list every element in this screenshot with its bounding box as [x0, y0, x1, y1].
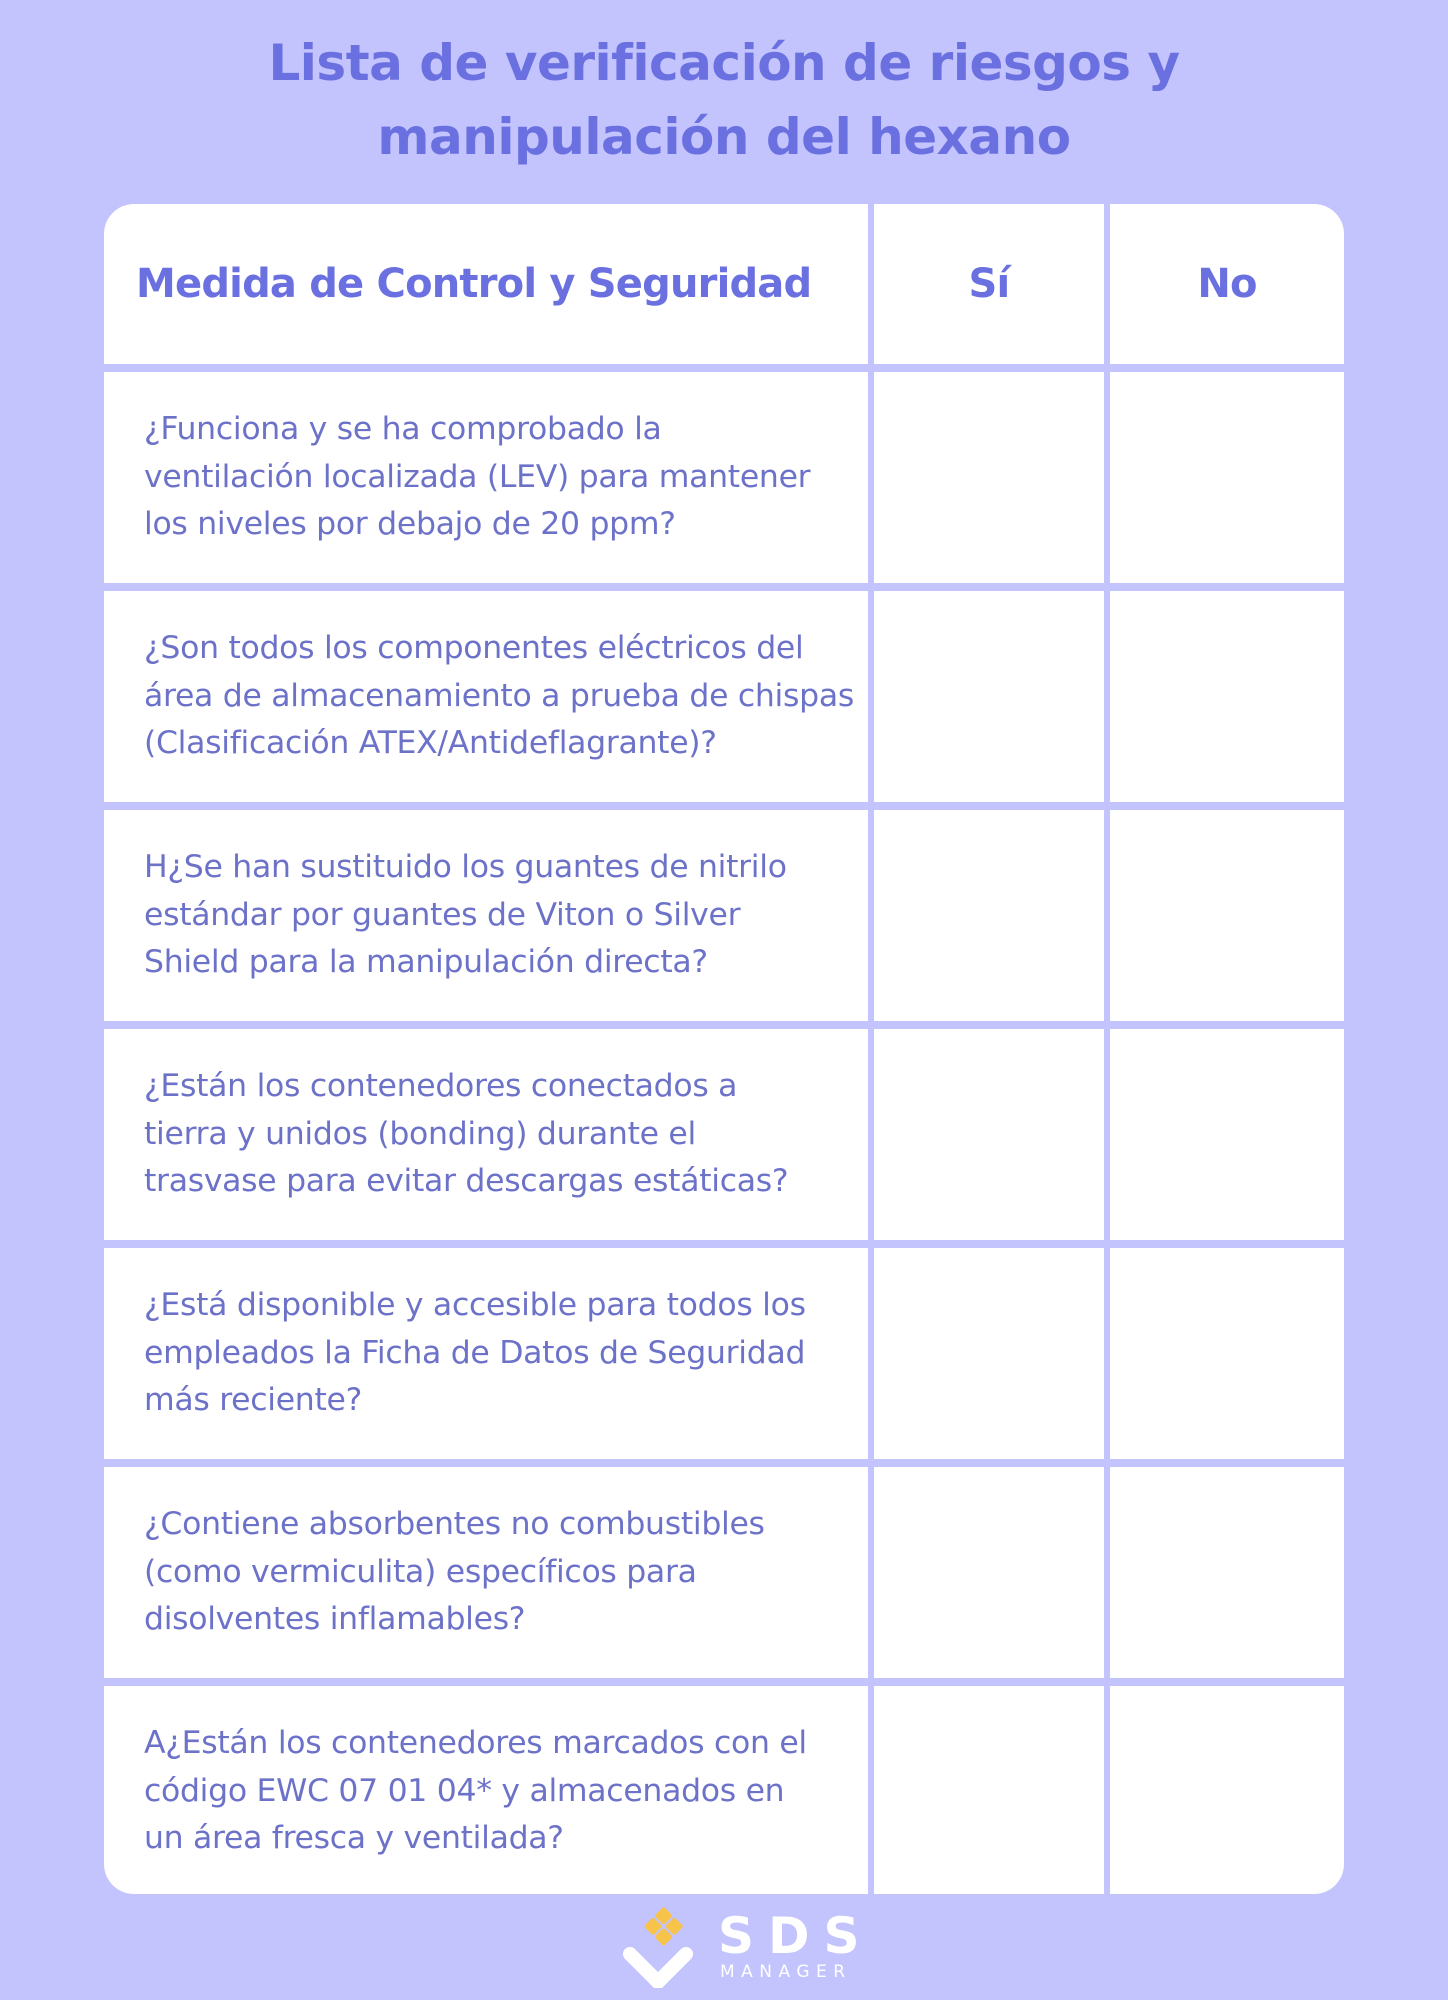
yes-answer-cell[interactable]: [874, 591, 1104, 802]
question-line: ¿Funciona y se ha comprobado la: [144, 411, 662, 448]
question-line: ¿Está disponible y accesible para todos los: [144, 1287, 806, 1324]
question-line: ventilación localizada (LEV) para mantener: [144, 458, 811, 495]
yes-answer-cell[interactable]: [874, 1029, 1104, 1240]
question-line: (Clasificación ATEX/Antideflagrante)?: [144, 725, 717, 762]
question-line: área de almacenamiento a prueba de chispas: [144, 677, 854, 714]
question-line: más reciente?: [144, 1382, 363, 1419]
question-line: código EWC 07 01 04* y almacenados en: [144, 1772, 785, 1809]
question-line: los niveles por debajo de 20 ppm?: [144, 506, 676, 543]
question-line: (como vermiculita) específicos para: [144, 1553, 697, 1590]
question-line: un área fresca y ventilada?: [144, 1820, 564, 1857]
yes-answer-cell[interactable]: [874, 1467, 1104, 1678]
question-line: trasvase para evitar descargas estáticas?: [144, 1163, 789, 1200]
page-title: [0, 26, 1448, 174]
header-yes: Sí: [874, 204, 1104, 364]
yes-answer-cell[interactable]: [874, 372, 1104, 583]
question-line: H¿Se han sustituido los guantes de nitrilo: [144, 849, 787, 886]
yes-answer-cell[interactable]: [874, 810, 1104, 1021]
yes-answer-cell[interactable]: [874, 1686, 1104, 1894]
header-no: No: [1110, 204, 1344, 364]
no-answer-cell[interactable]: [1110, 1029, 1344, 1240]
question-cell: [104, 372, 868, 583]
yes-answer-cell[interactable]: [874, 1248, 1104, 1459]
question-line: empleados la Ficha de Datos de Seguridad: [144, 1334, 806, 1371]
question-line: ¿Están los contenedores conectados a: [144, 1068, 738, 1105]
no-answer-cell[interactable]: [1110, 591, 1344, 802]
page-title-line-1: Lista de verificación de riesgos y: [268, 34, 1180, 92]
no-answer-cell[interactable]: [1110, 372, 1344, 583]
question-line: Shield para la manipulación directa?: [144, 944, 708, 981]
question-line: A¿Están los contenedores marcados con el: [144, 1725, 807, 1762]
question-line: tierra y unidos (bonding) durante el: [144, 1115, 696, 1152]
question-line: disolventes inflamables?: [144, 1601, 526, 1638]
no-answer-cell[interactable]: [1110, 1467, 1344, 1678]
question-cell: [104, 810, 868, 1021]
question-cell: [104, 1029, 868, 1240]
no-answer-cell[interactable]: [1110, 1248, 1344, 1459]
question-cell: [104, 1686, 868, 1894]
logo-name: SDS: [718, 1907, 874, 1965]
no-answer-cell[interactable]: [1110, 810, 1344, 1021]
sds-manager-logo-icon: [612, 1904, 704, 1988]
question-line: ¿Contiene absorbentes no combustibles: [144, 1506, 765, 1543]
header-measure: Medida de Control y Seguridad: [104, 204, 868, 364]
logo-subtitle: MANAGER: [720, 1962, 852, 1982]
logo-wordmark: [704, 1904, 874, 1988]
checklist-table: [104, 204, 1344, 1894]
question-cell: [104, 591, 868, 802]
question-line: ¿Son todos los componentes eléctricos del: [144, 630, 804, 667]
question-line: estándar por guantes de Viton o Silver: [144, 896, 741, 933]
sds-manager-logo: [612, 1904, 874, 1988]
page-title-line-2: manipulación del hexano: [377, 108, 1071, 166]
no-answer-cell[interactable]: [1110, 1686, 1344, 1894]
question-cell: [104, 1467, 868, 1678]
question-cell: [104, 1248, 868, 1459]
